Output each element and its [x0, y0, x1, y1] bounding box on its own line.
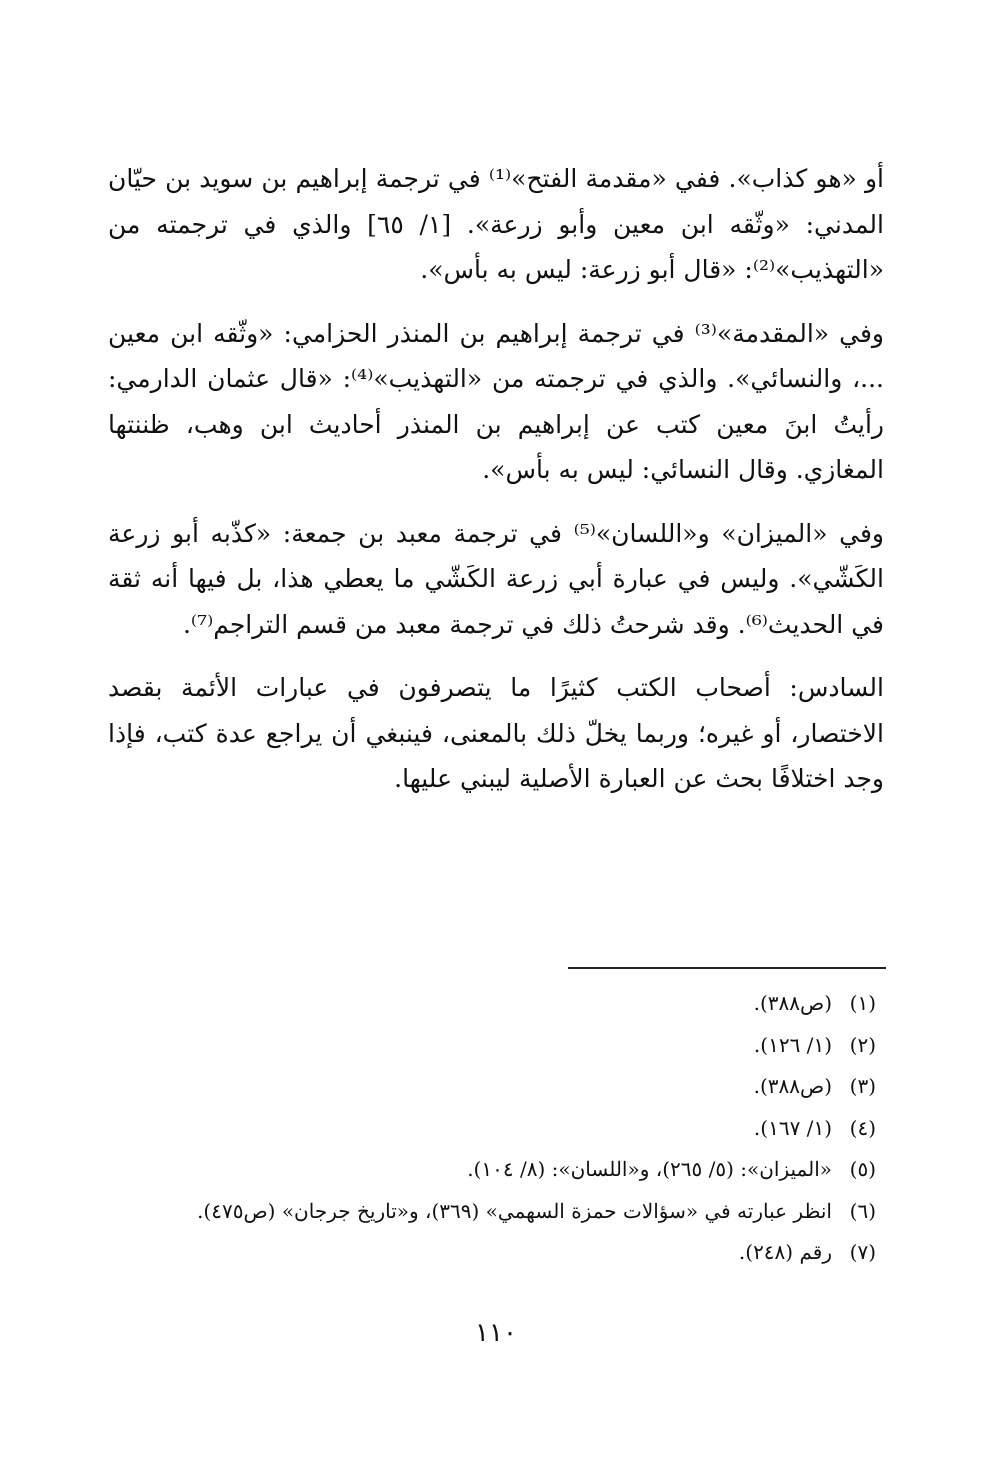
footnote-number: (٧)	[849, 1240, 876, 1264]
footnote-number: (١)	[849, 991, 876, 1015]
footnote-number: (٦)	[849, 1198, 876, 1223]
footnotes-list	[116, 983, 876, 1274]
footnote-text: (ص٣٨٨).	[753, 1074, 832, 1098]
footnote-number: (٢)	[849, 1032, 876, 1057]
footnote-2	[116, 1025, 876, 1067]
footnote-1	[116, 983, 876, 1025]
footnote-5	[116, 1149, 876, 1191]
footnote-4	[116, 1108, 876, 1150]
footnote-number: (٣)	[849, 1074, 876, 1098]
page-number: ١١٠	[475, 1318, 517, 1348]
footnote-text: رقم (٢٤٨).	[738, 1240, 832, 1264]
main-text	[108, 156, 884, 820]
footnote-6	[116, 1191, 876, 1233]
paragraph-3: وفي «الميزان» و«اللسان»⁽⁵⁾ في ترجمة معبد بن جمعة: «كذّبه أبو زرعة الكَشّي». وليس في عبارة أبي زرعة الكَشّي ما يعطي هذا، بل فيها أنه ثقة في الحديث⁽⁶⁾. وقد شرحتُ ذلك في ترجمة معبد من قسم التراجم⁽⁷⁾.	[108, 518, 884, 639]
footnote-text: انظر عبارته في «سؤالات حمزة السهمي» (٣٦٩)، و«تاريخ جرجان» (ص٤٧٥).	[197, 1198, 832, 1223]
footnote-text: (ص٣٨٨).	[753, 991, 832, 1015]
footnote-text: (١/ ١٦٧).	[753, 1115, 832, 1140]
footnote-separator	[568, 967, 886, 969]
footnote-text: «الميزان»: (٥/ ٢٦٥)، و«اللسان»: (٨/ ١٠٤).	[467, 1157, 832, 1181]
footnote-number: (٥)	[849, 1157, 876, 1181]
paragraph-4: السادس: أصحاب الكتب كثيرًا ما يتصرفون في عبارات الأئمة بقصد الاختصار، أو غيره؛ وربما يخلّ ذلك بالمعنى، فينبغي أن يراجع عدة كتب، فإذا وجد اختلافًا بحث عن العبارة الأصلية ليبني عليها.	[108, 673, 884, 793]
paragraph-1: أو «هو كذاب». ففي «مقدمة الفتح»⁽¹⁾ في ترجمة إبراهيم بن سويد بن حيّان المدني: «وثّقه ابن معين وأبو زرعة». [١/ ٦٥] والذي في ترجمته من «التهذيب»⁽²⁾: «قال أبو زرعة: ليس به بأس».	[108, 164, 884, 284]
paragraph-2: وفي «المقدمة»⁽³⁾ في ترجمة إبراهيم بن المنذر الحزامي: «وثّقه ابن معين ...، والنسائي». والذي في ترجمته من «التهذيب»⁽⁴⁾: «قال عثمان الدارمي: رأيتُ ابنَ معين كتب عن إبراهيم بن المنذر أحاديث ابن وهب، ظننتها المغازي. وقال النسائي: ليس به بأس».	[108, 318, 884, 484]
footnote-number: (٤)	[849, 1115, 876, 1140]
footnote-7	[116, 1232, 876, 1274]
footnote-text: (١/ ١٢٦).	[753, 1032, 832, 1057]
footnote-3	[116, 1066, 876, 1108]
